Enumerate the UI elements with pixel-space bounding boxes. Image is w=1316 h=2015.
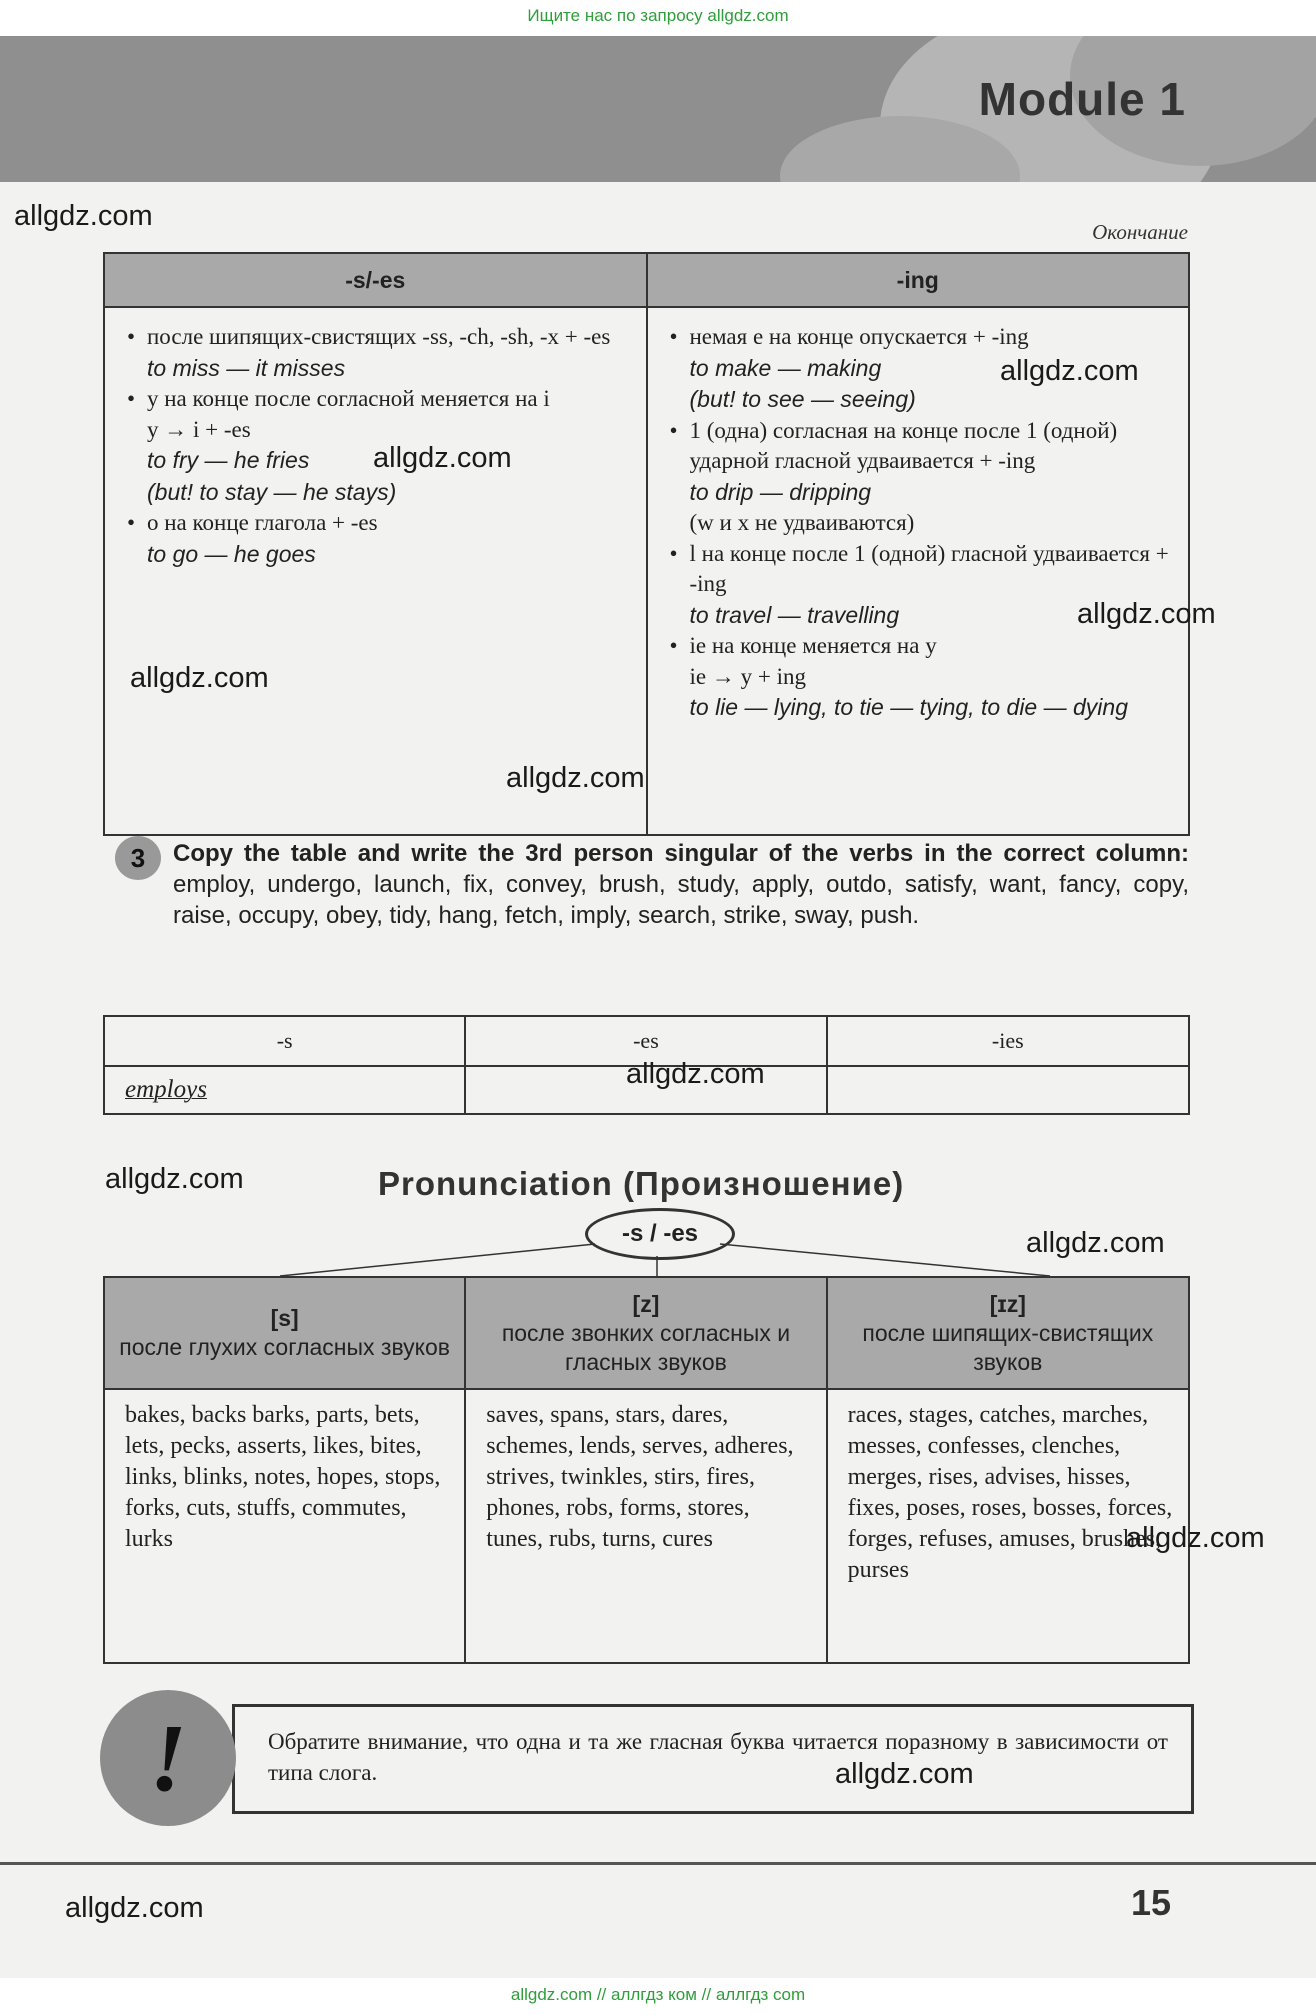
note-text: Обратите внимание, что одна и та же гласная буква читается поразному в зависимости от типа слога. [268, 1729, 1168, 1785]
pronunciation-table [103, 1276, 1190, 1664]
watermark: allgdz.com [1126, 1522, 1265, 1554]
rule-text: to drip — dripping [689, 478, 872, 505]
pronunciation-title: Pronunciation (Произношение) [378, 1165, 905, 1202]
watermark: allgdz.com [506, 762, 645, 794]
answer-col-ies: -ies [827, 1016, 1189, 1066]
continuation-label: Окончание [1092, 220, 1188, 244]
bullet: • [669, 417, 678, 443]
watermark: allgdz.com [14, 200, 153, 232]
rule-text: ie на конце меняется на y [689, 633, 937, 658]
example-answer: employs [125, 1076, 207, 1103]
sound-z-words: saves, spans, stars, dares, schemes, lends, serves, adheres, strives, twinkles, stirs, fires, phones, robs, forms, stores, tunes, rubs, turns, cures [465, 1389, 826, 1663]
sound-z-header: [z] после звонких согласных и гласных звуков [465, 1277, 826, 1389]
answer-col-s: -s [104, 1016, 465, 1066]
bottom-divider [0, 1862, 1316, 1865]
page-number: 15 [1130, 1882, 1171, 1923]
exercise-verb-list: employ, undergo, launch, fix, convey, brush, study, apply, outdo, satisfy, want, fancy, copy, raise, occupy, obey, tidy, hang, fetch, imply, search, strike, sway, push. [173, 871, 1189, 929]
sound-iz-words: races, stages, catches, marches, messes, confesses, clenches, merges, rises, advises, hisses, fixes, poses, roses, bosses, forces, forges, refuses, amuses, brushes, purses [827, 1389, 1189, 1663]
watermark: allgdz.com [1026, 1227, 1165, 1259]
sound-iz-header: [ɪz] после шипящих-свистящих звуков [827, 1277, 1189, 1389]
answer-col-es: -es [465, 1016, 826, 1066]
rule-text: немая e на конце опускается + -ing [689, 324, 1029, 349]
exclamation-icon: ! [100, 1690, 236, 1826]
rule-text: (but! to see — seeing) [689, 386, 916, 412]
watermark: allgdz.com [65, 1892, 204, 1924]
watermark: allgdz.com [130, 662, 269, 694]
rule-text: (w и x не удваиваются) [689, 510, 915, 535]
bullet: • [669, 540, 678, 566]
rule-text: to fry — he fries [147, 447, 310, 473]
module-title: Module 1 [978, 73, 1186, 125]
watermark: allgdz.com [835, 1758, 974, 1790]
rule-text: после шипящих-свистящих -ss, -ch, -sh, -x + -es [147, 324, 611, 349]
rule-text: o на конце глагола + -es [147, 510, 378, 535]
watermark: allgdz.com [105, 1163, 244, 1195]
watermark: allgdz.com [1077, 598, 1216, 630]
watermark: allgdz.com [373, 442, 512, 474]
rule-text: to lie — lying, to tie — tying, to die — dying [689, 694, 1128, 720]
rule-text: to miss — it misses [147, 354, 346, 381]
sound-s-header: [s] после глухих согласных звуков [104, 1277, 465, 1389]
rule-text: l на конце после 1 (одной) гласной удваивается + -ing [689, 540, 1169, 596]
s-es-oval: -s / -es [585, 1208, 735, 1260]
exercise-number-badge: 3 [115, 836, 161, 880]
rule-text: to make — making [689, 354, 882, 381]
rule-text: (but! to stay — he stays) [147, 478, 397, 505]
bottom-links[interactable]: allgdz.com // аллгдз ком // аллгдз com [510, 1985, 806, 2004]
exercise-instruction: Copy the table and write the 3rd person singular of the verbs in the correct column: [173, 840, 1189, 867]
rule-text: y → i + -es [147, 416, 251, 442]
bullet: • [669, 633, 678, 658]
rule-text: y на конце после согласной меняется на i [147, 386, 550, 411]
watermark: allgdz.com [626, 1058, 765, 1090]
bullet: • [127, 324, 136, 349]
rule-text: to travel — travelling [689, 601, 900, 628]
top-search-link[interactable]: Ищите нас по запросу allgdz.com [527, 6, 789, 25]
bullet: • [127, 386, 136, 411]
sound-s-words: bakes, backs barks, parts, bets, lets, pecks, asserts, likes, bites, links, blinks, notes, hopes, stops, forks, cuts, stuffs, commutes, lurks [104, 1389, 465, 1663]
rule-text: 1 (одна) согласная на конце после 1 (одной) ударной гласной удваивается + -ing [689, 417, 1118, 473]
rule-text: ie → y + ing [689, 663, 806, 689]
rule-text: to go — he goes [147, 540, 316, 567]
col-ing-header: -ing [647, 253, 1190, 307]
bullet: • [127, 510, 136, 535]
col-s-es-header: -s/-es [104, 253, 647, 307]
bullet: • [669, 324, 678, 349]
watermark: allgdz.com [1000, 355, 1139, 387]
